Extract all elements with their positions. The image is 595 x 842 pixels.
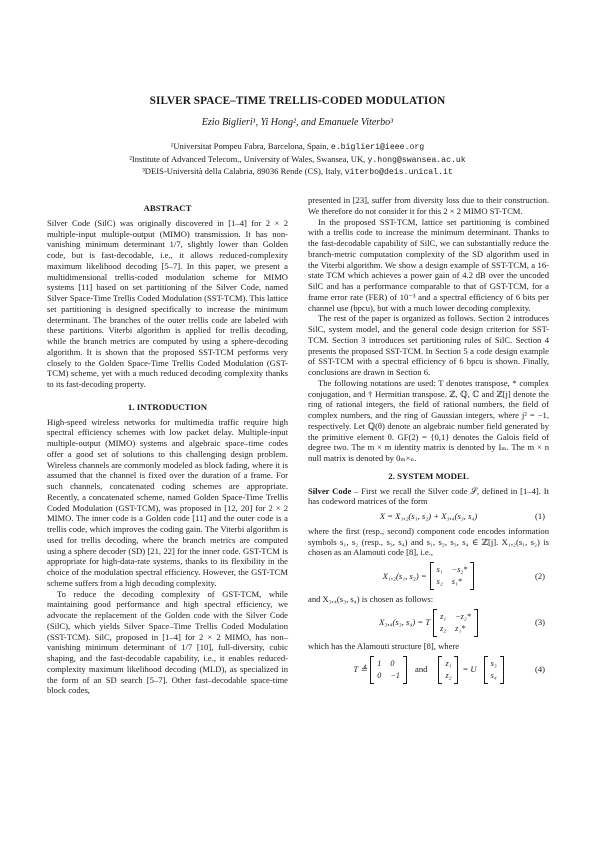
email-link-1[interactable]: e.biglieri@ieee.org: [330, 143, 425, 152]
equation-4: T ≜ 1 0 0 −1 and z₁ z₂ = U s₃ s₄ (4): [308, 656, 549, 684]
affiliation-1: ¹Universitat Pompeu Fabra, Barcelona, Spain, e.biglieri@ieee.org: [170, 141, 425, 152]
silver-code-intro: Silver Code – First we recall the Silver code 𝒮, defined in [1–4]. It has codeword matrices of the form: [308, 485, 549, 507]
alamouti-matrix: s₁ −s₂* s₂ s₁*: [430, 562, 475, 590]
equation-1: X = X₁,₂(s₁, s₂) + X₃,₄(s₃, s₄) (1): [379, 511, 545, 521]
system-model-heading: 2. SYSTEM MODEL: [388, 470, 469, 481]
abstract-heading: ABSTRACT: [143, 203, 192, 213]
z-matrix: z₁ −z₂* z₂ z₁*: [433, 609, 478, 637]
silver-code-label: Silver Code: [308, 485, 352, 496]
equation-text-3: and X₃,₄(s₃, s₄) is chosen as follows:: [308, 594, 434, 604]
equation-3: X₃,₄(s₃, s₄) = T z₁ −z₂* z₂ z₁* (3): [308, 609, 549, 637]
intro-paragraph-2: To reduce the decoding complexity of GST-TCM, while maintaining good performance and high spectral efficiency, we advocate the replacement of the Golden code with the Silver Code (SilC), which yields Silver Space–Time Trellis Coded Modulation (SST-TCM). SilC, proposed in [1–4] for 2 × 2 MIMO, has non–vanishing minimum determinant of 1/7 [10], full-diversity, cubic shaping, and the fast-decodable capability, i.e., it enables reduced-complexity maximum likelihood decoding (MLD), as specialized in the form of an SD search [5–7]. Other fast–decodable space-time block codes,: [47, 588, 288, 696]
affiliations: [0, 141, 595, 179]
intro-paragraph-3: presented in [23], suffer from diversity loss due to their construction. We therefore do not consider it for this 2 × 2 MIMO ST-TCM.: [308, 195, 549, 216]
email-link-3[interactable]: viterbo@deis.unical.it: [344, 168, 453, 177]
equation-number-3: (3): [534, 617, 545, 628]
equation-text-4: which has the Alamouti structure [8], where: [308, 640, 460, 651]
equation-2: X₁,₂(s₁, s₂) = s₁ −s₂* s₂ s₁* (2): [308, 562, 549, 590]
affiliation-3: ³DEIS-Università della Calabria, 89036 Rende (CS), Italy, viterbo@deis.unical.it: [142, 166, 453, 177]
intro-paragraph-4: In the proposed SST-TCM, lattice set partitioning is combined with a trellis code to increase the minimum determinant. Thanks to the fast-decodable capability of SilC, we can substantially reduce the branch-metric computation complexity of the SD algorithm used in the Viterbi algorithm. We show a design example of SST-TCM, a 16-state TCM which achieves a power gain of 4.2 dB over the uncoded SilC and has a performance comparable to that of GST-TCM, for a frame error rate (FER) of 10⁻³ and a spectral efficiency of 6 bits per channel use (bpcu), but with a much lower decoding complexity.: [308, 216, 549, 313]
paper-title: SILVER SPACE–TIME TRELLIS-CODED MODULATION: [149, 95, 446, 107]
introduction-heading: 1. INTRODUCTION: [127, 401, 208, 412]
right-column: [308, 195, 549, 688]
equation-text-2: where the first (resp., second) component code encodes information symbols s₁, s₂ (resp., s₃, s₄) and s₁, s₂, s₃, s₄ ∈ ℤ[j]. X₁,₂(s₁, s₂) is chosen as an Alamouti code [8], i.e.,: [308, 525, 549, 558]
z-vector: z₁ z₂: [438, 656, 458, 684]
equation-number-2: (2): [534, 570, 545, 581]
affiliation-2: ²Institute of Advanced Telecom., University of Wales, Swansea, UK, y.hong@swansea.ac.uk: [129, 153, 466, 165]
equation-number-1: (1): [534, 511, 545, 521]
notation-paragraph: The following notations are used: T denotes transpose, * complex conjugation, and † Hermitian transpose. ℤ, ℚ, ℂ and ℤ[j] denote the ring of rational integers, the field of rational numbers, the field of complex numbers, and the ring of Gaussian integers, where j² = −1, respectively. Let ℚ(θ) denote an algebraic number field generated by the primitive element θ. GF(2) = {0,1} denotes the Galois field of degree two. The m × m identity matrix is denoted by Iₘ. The m × n null matrix is denoted by 0ₘ×ₙ.: [308, 377, 549, 463]
equation-number-4: (4): [534, 664, 545, 675]
author-list: Ezio Biglieri¹, Yi Hong², and Emanuele Viterbo³: [201, 117, 394, 128]
email-link-2[interactable]: y.hong@swansea.ac.uk: [367, 155, 466, 165]
intro-paragraph-5: The rest of the paper is organized as follows. Section 2 introduces SilC, system model, and the general code design criterion for SST-TCM. Section 3 introduces set partitioning rules of SilC. Section 4 presents the proposed SST-TCM. In Section 5 a code design example of SST-TCM with a spectral efficiency of 6 bpcu is shown. Finally, conclusions are drawn in Section 6.: [308, 313, 549, 377]
intro-paragraph-1: High-speed wireless networks for multimedia traffic require high spectral efficiency schemes with low packet delay. Multiple-input multiple-output (MIMO) systems and algebraic space–time codes offer a good set of solutions to this challenging design problem. Wireless channels are commonly modeled as block fading, where it is assumed that the channel is fixed over the duration of a frame. For such channels, concatenated coding schemes are appropriate. Recently, a concatenated scheme, named Golden Space-Time Trellis Coded Modulation (GST-TCM), was proposed in [12, 20] for 2 × 2 MIMO. The inner code is a Golden code [11] and the outer code is a trellis code, which improves the coding gain. The Viterbi algorithm is used for trellis decoding, where the branch metrics are computed using a sphere decoder (SD) [21, 22] for the inner code. GST-TCM is appropriate for high-data-rate systems, thanks to its flexibility in the choice of the modulation spectral efficiency. However, the GST-TCM scheme suffers from a high decoding complexity.: [47, 416, 288, 588]
abstract-text: Silver Code (SilC) was originally discovered in [1–4] for 2 × 2 multiple-input multiple-output (MIMO) transmission. It has non-vanishing minimum determinant 1/7, slightly lower than Golden code, but is fast-decodable, i.e., it allows reduced-complexity maximum likelihood decoding [5–7]. In this paper, we present a multidimensional trellis-coded modulation scheme for MIMO systems [11] based on set partitioning of the Silver Code, named Silver Space-Time Trellis Coded Modulation (SST-TCM). This lattice set partitioning is designed specifically to increase the minimum determinant. The branches of the outer trellis code are labeled with these partitions. Viterbi algorithm is applied for trellis decoding, while the branch metrics are computed by using a sphere-decoding algorithm. It is shown that the proposed SST-TCM performs very closely to the Golden Space-Time Trellis Coded Modulation (GST-TCM) scheme, yet with a much reduced decoding complexity thanks to its fast-decoding property.: [47, 217, 288, 389]
left-column: [47, 203, 288, 696]
s-vector: s₃ s₄: [484, 656, 504, 684]
t-matrix: 1 0 0 −1: [370, 656, 407, 684]
